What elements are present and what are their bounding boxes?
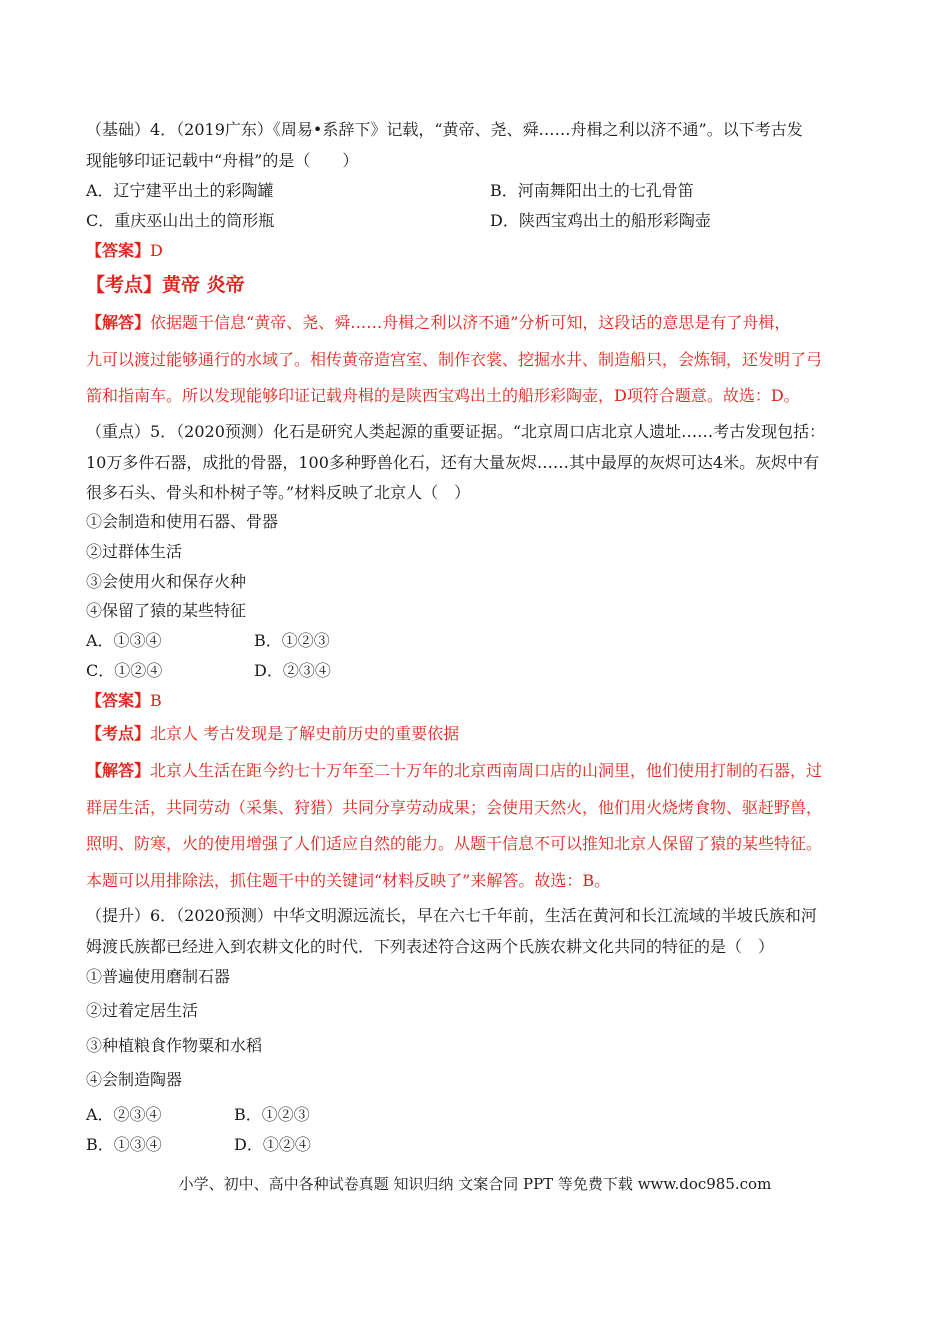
q5-point — [86, 723, 459, 745]
q6-item-1: ①普遍使用磨制石器 — [86, 967, 231, 986]
point-value: 黄帝 炎帝 — [162, 274, 245, 296]
q5-item-3: ③会使用火和保存火种 — [86, 572, 247, 591]
q6-option-b-second: B．①③④ — [86, 1135, 162, 1154]
q5-item-4: ④保留了猿的某些特征 — [86, 601, 247, 620]
q4-stem-line-1: （基础）4．（2019广东）《周易•系辞下》记载，“黄帝、尧、舜……舟楫之利以济不通”。以下考古发 — [86, 120, 803, 139]
point-tag: 【考点】 — [86, 724, 151, 743]
q5-explain-line-3: 照明、防寒，火的使用增强了人们适应自然的能力。从题干信息不可以推知北京人保留了猿的某些特征。 — [86, 834, 823, 853]
answer-value: D — [150, 241, 163, 260]
q4-option-b: B．河南舞阳出土的七孔骨笛 — [490, 181, 694, 200]
q6-option-b: B．①②③ — [234, 1105, 310, 1124]
q5-answer — [86, 690, 162, 712]
q4-answer — [86, 240, 163, 262]
q5-explain-line-1 — [86, 760, 822, 782]
q5-stem-line-1: （重点）5．（2020预测）化石是研究人类起源的重要证据。“北京周口店北京人遗址……考古发现包括： — [86, 422, 826, 441]
q6-option-d: D．①②④ — [234, 1135, 311, 1154]
q6-stem-line-1: （提升）6．（2020预测）中华文明源远流长，早在六七千年前，生活在黄河和长江流域的半坡氏族和河 — [86, 906, 817, 925]
q4-point — [86, 274, 245, 297]
explain-tag: 【解答】 — [86, 313, 151, 332]
q4-explain-line-3: 箭和指南车。所以发现能够印证记载舟楫的是陕西宝鸡出土的船形彩陶壶，D项符合题意。故选：D。 — [86, 386, 800, 405]
q6-item-2: ②过着定居生活 — [86, 1001, 199, 1020]
q4-option-d: D．陕西宝鸡出土的船形彩陶壶 — [490, 211, 711, 230]
answer-value: B — [150, 691, 162, 710]
answer-tag: 【答案】 — [86, 241, 151, 260]
q5-stem-line-3: 很多石头、骨头和朴树子等。”材料反映了北京人（ ） — [86, 483, 471, 502]
explain-text: 北京人生活在距今约七十万年至二十万年的北京西南周口店的山洞里，他们使用打制的石器，过 — [150, 761, 823, 780]
q4-option-c: C．重庆巫山出土的筒形瓶 — [86, 211, 275, 230]
q5-item-1: ①会制造和使用石器、骨器 — [86, 512, 279, 531]
explain-tag: 【解答】 — [86, 761, 151, 780]
q5-explain-line-2: 群居生活，共同劳动（采集、狩猎）共同分享劳动成果；会使用天然火，他们用火烧烤食物、驱赶野兽， — [86, 798, 823, 817]
point-value: 北京人 考古发现是了解史前历史的重要依据 — [150, 724, 460, 743]
page-footer: 小学、初中、高中各种试卷真题 知识归纳 文案合同 PPT 等免费下载 www.doc985.com — [178, 1175, 772, 1193]
q5-item-2: ②过群体生活 — [86, 542, 183, 561]
q6-option-a: A．②③④ — [86, 1105, 162, 1124]
explain-text: 依据题干信息“黄帝、尧、舜……舟楫之利以济不通”分析可知，这段话的意思是有了舟楫， — [150, 313, 791, 332]
q6-item-3: ③种植粮食作物粟和水稻 — [86, 1036, 263, 1055]
q4-explain-line-2: 九可以渡过能够通行的水域了。相传黄帝造宫室、制作衣裳、挖掘水井、制造船只，会炼铜，还发明了弓 — [86, 350, 823, 369]
q5-explain-line-4: 本题可以用排除法，抓住题干中的关键词“材料反映了”来解答。故选：B。 — [86, 871, 611, 890]
q5-option-a: A．①③④ — [86, 631, 162, 650]
q5-option-b: B．①②③ — [254, 631, 330, 650]
q5-stem-line-2: 10万多件石器，成批的骨器，100多种野兽化石，还有大量灰烬……其中最厚的灰烬可达4米。灰烬中有 — [86, 453, 820, 472]
q6-stem-line-2: 姆渡氏族都已经进入到农耕文化的时代．下列表述符合这两个氏族农耕文化共同的特征的是（ ） — [86, 937, 775, 956]
point-tag: 【考点】 — [86, 274, 163, 296]
q5-option-d: D．②③④ — [254, 661, 331, 680]
q5-option-c: C．①②④ — [86, 661, 163, 680]
answer-tag: 【答案】 — [86, 691, 151, 710]
q6-item-4: ④会制造陶器 — [86, 1070, 183, 1089]
q4-option-a: A．辽宁建平出土的彩陶罐 — [86, 181, 274, 200]
q4-stem-line-2: 现能够印证记载中“舟楫”的是（ ） — [86, 151, 359, 170]
q4-explain-line-1 — [86, 312, 790, 334]
